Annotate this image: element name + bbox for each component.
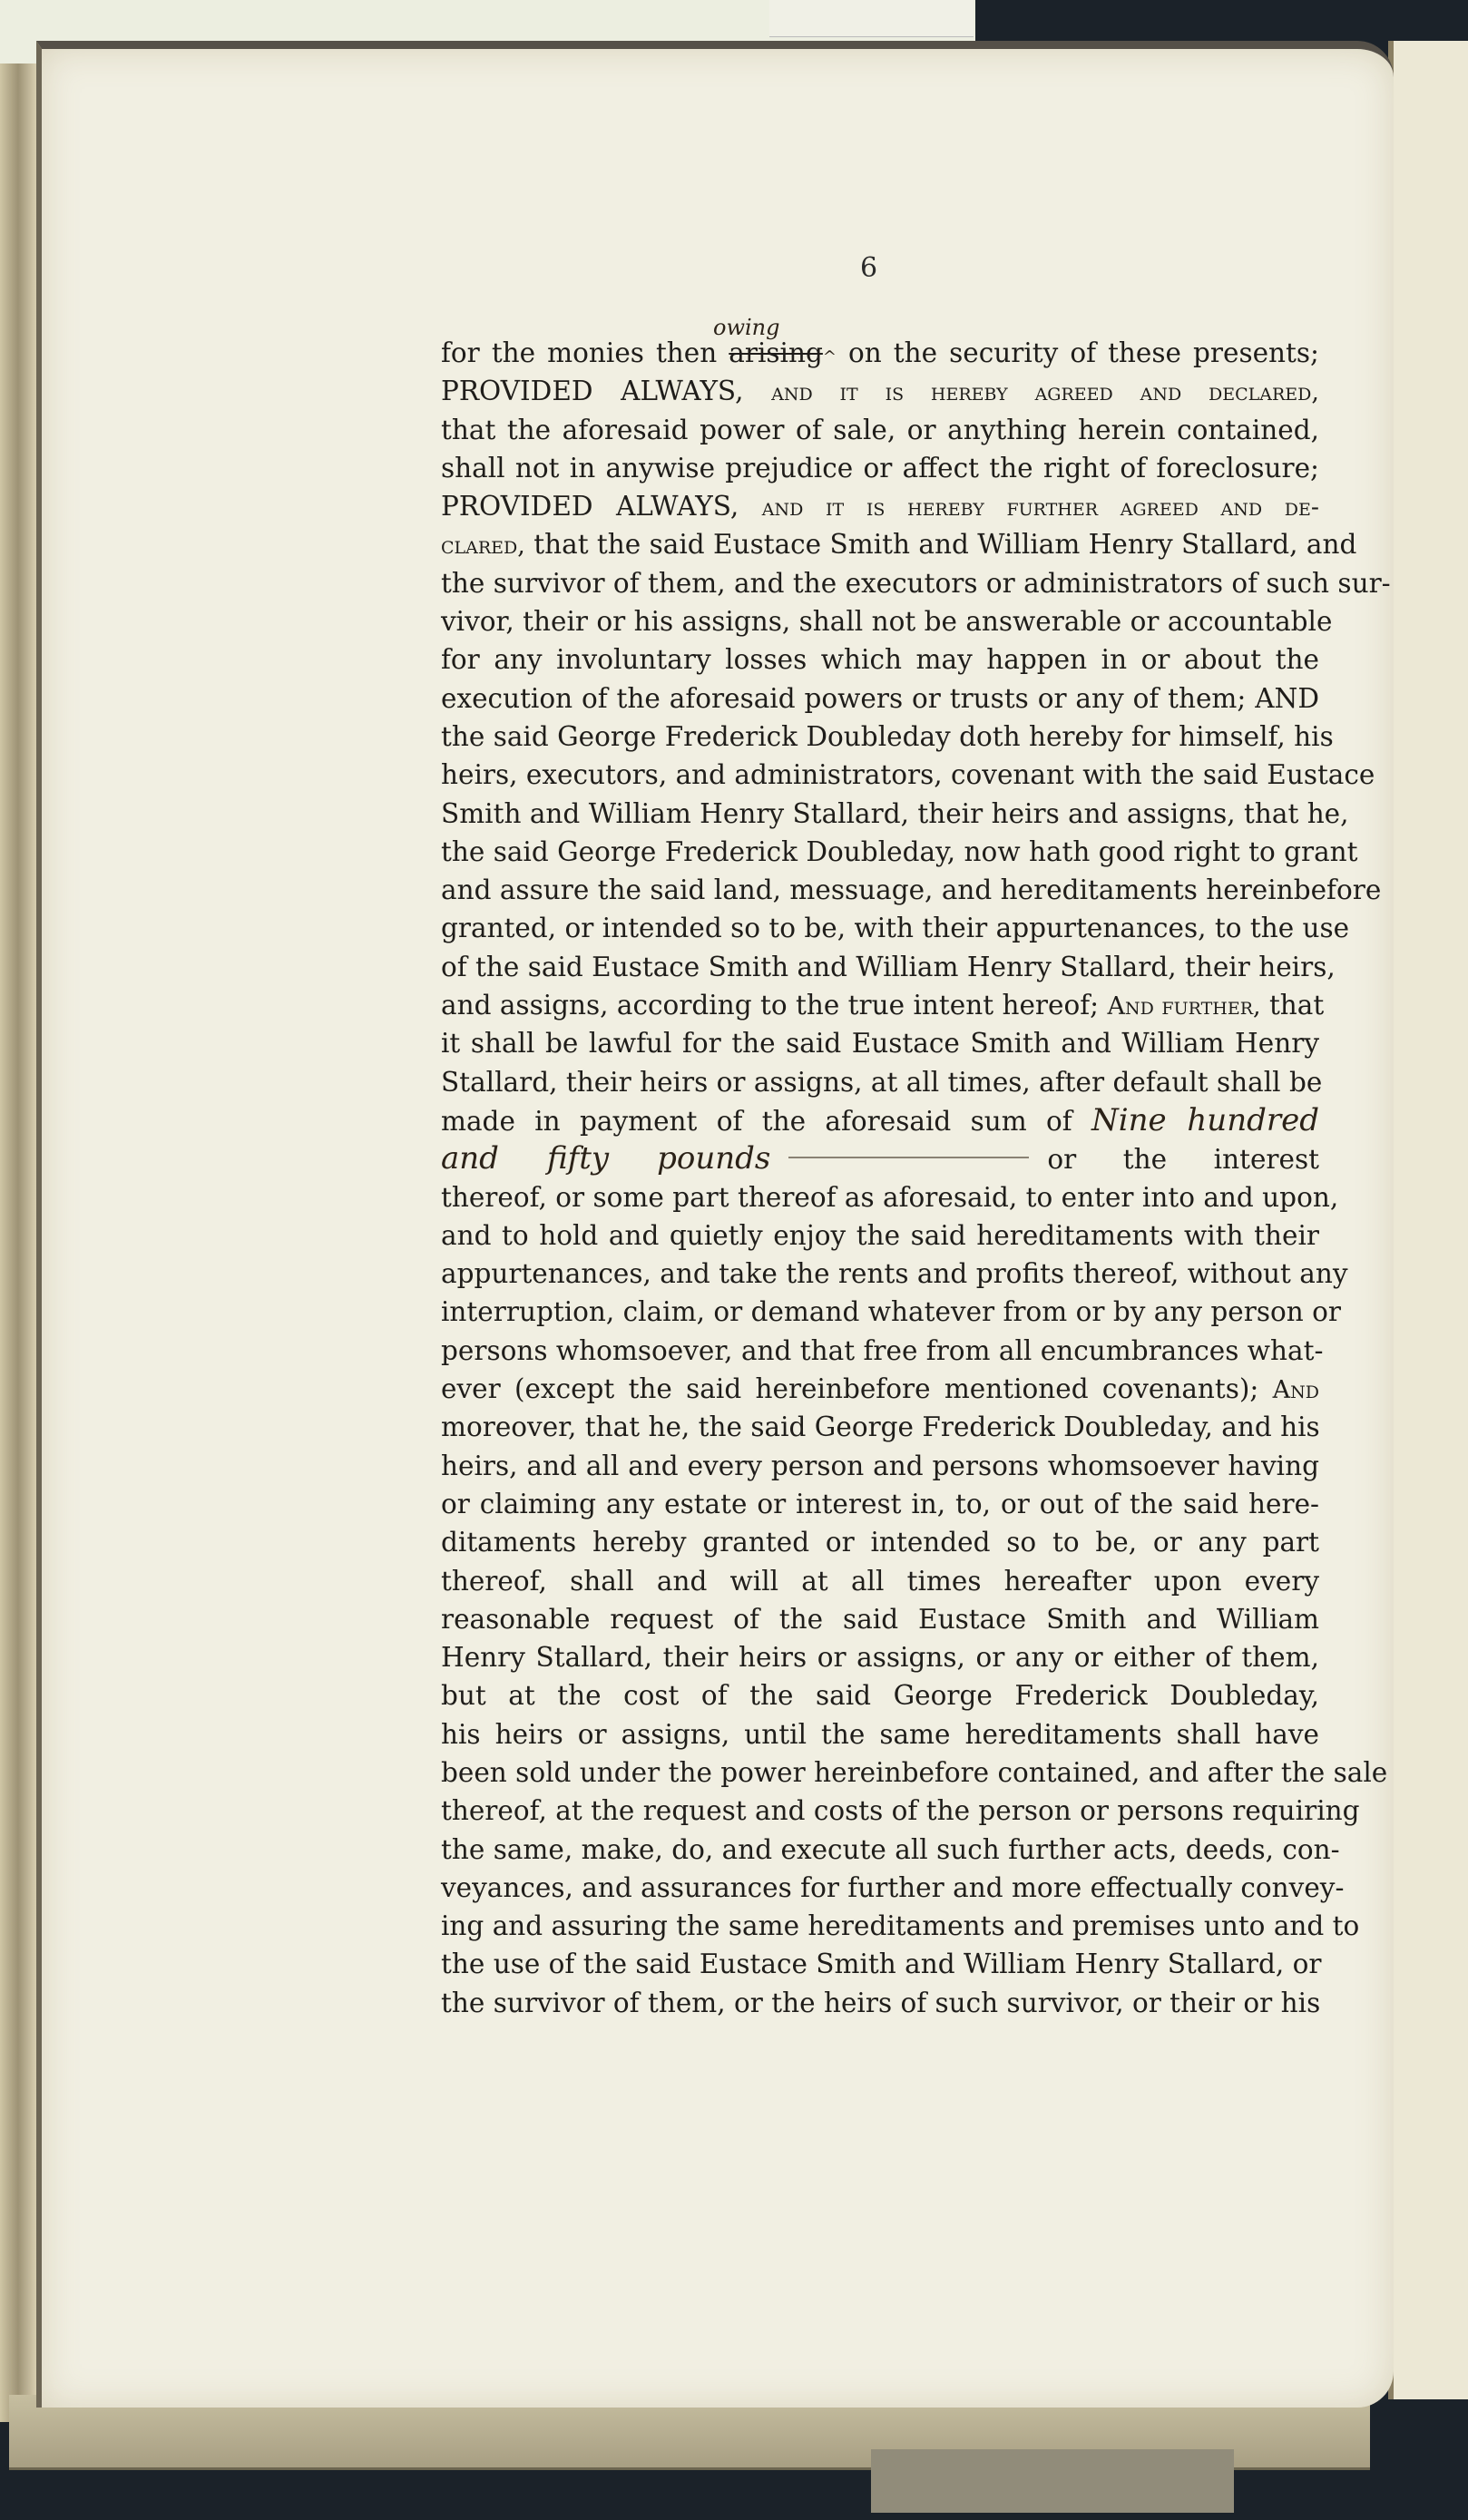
text-run: for the monies then bbox=[441, 337, 729, 368]
text-line bbox=[441, 449, 1319, 487]
text-run: that the said Eustace Smith and William Henry Stallard, and bbox=[524, 529, 1357, 561]
background-tab bbox=[769, 0, 974, 37]
text-run: moreover, that he, the said George Frederick Doubleday, and his bbox=[441, 1411, 1320, 1443]
text-run: granted, or intended so to be, with their appurtenances, to the use bbox=[441, 913, 1350, 944]
text-line bbox=[441, 1485, 1319, 1523]
text-run: veyances, and assurances for further and more effectually convey- bbox=[441, 1871, 1345, 1903]
text-run: thereof, at the request and costs of the person or persons requiring bbox=[441, 1795, 1360, 1827]
text-line bbox=[441, 1216, 1319, 1255]
text-line bbox=[441, 411, 1319, 449]
text-run: and assure the said land, messuage, and hereditaments hereinbefore bbox=[441, 874, 1382, 906]
text-run: made in payment of the aforesaid sum of bbox=[441, 1105, 1091, 1137]
text-line bbox=[441, 948, 1336, 986]
text-run: ever (except the said hereinbefore mentioned covenants); bbox=[441, 1373, 1273, 1405]
text-run: Henry Stallard, their heirs or assigns, or any or either of them, bbox=[441, 1642, 1319, 1674]
text-run: execution of the aforesaid powers or trusts or any of them; AND bbox=[441, 682, 1319, 714]
text-line bbox=[441, 1869, 1345, 1907]
text-line bbox=[441, 1562, 1319, 1600]
handwritten-insertion: owing bbox=[713, 315, 780, 340]
text-run: the survivor of them, or the heirs of such survivor, or their or his bbox=[441, 1987, 1321, 2018]
adjacent-page-edge bbox=[1388, 41, 1468, 2399]
text-run: the said George Frederick Doubleday, now hath good right to grant bbox=[441, 835, 1358, 867]
text-run: but at the cost of the said George Frederick Doubleday, bbox=[441, 1680, 1319, 1712]
text-run: or the interest bbox=[1047, 1144, 1319, 1176]
text-run: ditaments hereby granted or intended so to be, or any part bbox=[441, 1527, 1319, 1558]
text-run: interruption, claim, or demand whatever from or by any person or bbox=[441, 1296, 1342, 1328]
text-run: for any involuntary losses which may happen in or about the bbox=[441, 644, 1319, 676]
text-line bbox=[441, 756, 1375, 794]
text-run: the same, make, do, and execute all such further acts, deeds, con- bbox=[441, 1833, 1340, 1865]
text-line bbox=[441, 1715, 1319, 1753]
text-run: heirs, and all and every person and persons whomsoever having bbox=[441, 1450, 1319, 1481]
text-line bbox=[441, 986, 1325, 1024]
text-line bbox=[441, 1178, 1339, 1216]
text-run: that the aforesaid power of sale, or anything herein contained, bbox=[441, 414, 1319, 445]
text-line bbox=[441, 1523, 1319, 1561]
text-line bbox=[441, 1370, 1319, 1408]
text-run: been sold under the power hereinbefore contained, and after the sale bbox=[441, 1756, 1388, 1788]
text-run: appurtenances, and take the rents and profits thereof, without any bbox=[441, 1258, 1348, 1290]
text-line bbox=[441, 525, 1357, 563]
text-line bbox=[441, 1293, 1342, 1331]
text-line bbox=[441, 1063, 1323, 1101]
text-run: Smith and William Henry Stallard, their heirs and assigns, that he, bbox=[441, 797, 1349, 829]
text-line bbox=[441, 1907, 1360, 1945]
page-stack-edge bbox=[0, 63, 36, 2422]
text-run: persons whomsoever, and that free from all encumbrances what- bbox=[441, 1334, 1324, 1366]
text-line bbox=[441, 1139, 1319, 1177]
fill-in-blank-line bbox=[788, 1157, 1029, 1158]
text-line bbox=[441, 1101, 1319, 1139]
text-line bbox=[441, 1676, 1319, 1714]
insertion-caret: ^ bbox=[822, 347, 837, 366]
text-run: of the said Eustace Smith and William Henry Stallard, their heirs, bbox=[441, 951, 1336, 982]
text-run: vivor, their or his assigns, shall not be answerable or accountable bbox=[441, 606, 1333, 638]
small-caps-text: and it is hereby further agreed and de- bbox=[761, 493, 1319, 523]
text-line bbox=[441, 564, 1391, 602]
text-run: the survivor of them, and the executors or administrators of such sur- bbox=[441, 567, 1391, 599]
text-line bbox=[441, 1792, 1360, 1830]
text-run: reasonable request of the said Eustace Smith and William bbox=[441, 1603, 1319, 1635]
text-run: PROVIDED ALWAYS, bbox=[441, 376, 772, 407]
text-line bbox=[441, 718, 1334, 756]
text-run: that bbox=[1260, 990, 1325, 1021]
text-line bbox=[441, 372, 1319, 410]
handwritten-amount: and fifty pounds bbox=[441, 1140, 771, 1177]
text-line bbox=[441, 640, 1319, 679]
text-line bbox=[441, 1255, 1348, 1293]
small-caps-text: And bbox=[1272, 1376, 1319, 1405]
text-line bbox=[441, 679, 1319, 718]
text-line bbox=[441, 1408, 1319, 1446]
text-run: it shall be lawful for the said Eustace Smith and William Henry bbox=[441, 1028, 1319, 1060]
text-line bbox=[441, 315, 1319, 372]
text-run: thereof, or some part thereof as aforesaid, to enter into and upon, bbox=[441, 1181, 1339, 1213]
text-line bbox=[441, 1447, 1319, 1485]
text-line bbox=[441, 1945, 1322, 1983]
page-number: 6 bbox=[860, 252, 878, 284]
text-line bbox=[441, 602, 1333, 640]
small-caps-text: clared, bbox=[441, 532, 525, 561]
text-run: Stallard, their heirs or assigns, at all times, after default shall be bbox=[441, 1066, 1323, 1098]
small-caps-text: And further, bbox=[1107, 992, 1261, 1021]
text-line bbox=[441, 1600, 1319, 1638]
text-run: the use of the said Eustace Smith and William Henry Stallard, or bbox=[441, 1949, 1322, 1980]
text-line bbox=[441, 1332, 1324, 1370]
text-line bbox=[441, 909, 1350, 947]
text-run: ing and assuring the same hereditaments and premises unto and to bbox=[441, 1910, 1360, 1942]
binding-cloth bbox=[871, 2449, 1234, 2513]
small-caps-text: and it is hereby agreed and declared, bbox=[771, 378, 1319, 407]
text-run: and to hold and quietly enjoy the said hereditaments with their bbox=[441, 1219, 1319, 1251]
handwritten-amount: Nine hundred bbox=[1091, 1101, 1319, 1138]
text-line bbox=[441, 487, 1319, 525]
document-body bbox=[441, 315, 1391, 2022]
text-run: shall not in anywise prejudice or affect the right of foreclosure; bbox=[441, 452, 1319, 483]
text-line bbox=[441, 795, 1349, 833]
text-run: on the security of these presents; bbox=[836, 337, 1319, 368]
text-line bbox=[441, 1024, 1319, 1062]
text-run: his heirs or assigns, until the same hereditaments shall have bbox=[441, 1718, 1319, 1750]
text-run: PROVIDED ALWAYS, bbox=[441, 491, 762, 523]
text-run: thereof, shall and will at all times hereafter upon every bbox=[441, 1565, 1319, 1597]
struck-text: arising bbox=[729, 337, 823, 368]
text-line bbox=[441, 1753, 1388, 1792]
text-line bbox=[441, 871, 1382, 909]
text-line bbox=[441, 1638, 1319, 1676]
text-run: and assigns, according to the true intent hereof; bbox=[441, 990, 1108, 1021]
text-line bbox=[441, 833, 1358, 871]
text-run: heirs, executors, and administrators, covenant with the said Eustace bbox=[441, 759, 1375, 791]
text-run: the said George Frederick Doubleday doth hereby for himself, his bbox=[441, 720, 1334, 752]
text-run: or claiming any estate or interest in, to, or out of the said here- bbox=[441, 1488, 1319, 1519]
text-line bbox=[441, 1831, 1340, 1869]
text-line bbox=[441, 1984, 1319, 2022]
